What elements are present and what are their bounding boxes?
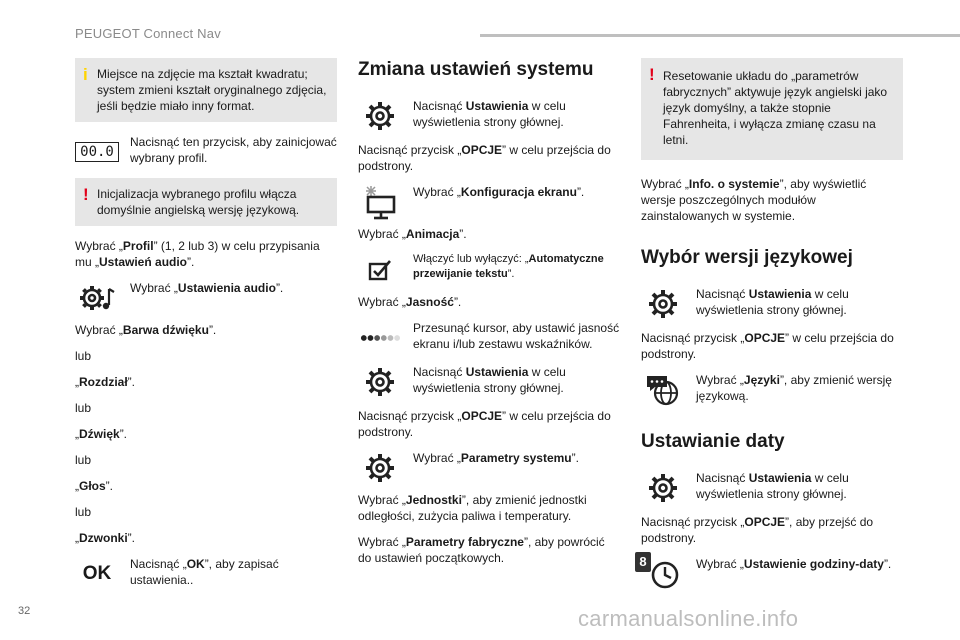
option-ringtones: „Dzwonki”.: [75, 531, 136, 545]
column-1: [75, 58, 337, 600]
section-heading-date: Ustawianie daty: [641, 431, 785, 452]
warning-icon: !: [649, 65, 655, 84]
options-text-2: Nacisnąć przycisk „OPCJE” w celu przejścia do podstrony.: [358, 409, 611, 439]
audio-settings-step: Wybrać „Ustawienia audio”.: [75, 280, 337, 310]
options-text-3: Nacisnąć przycisk „OPCJE” w celu przejścia do podstrony.: [641, 331, 894, 361]
select-profile-text: Wybrać „Profil” (1, 2 lub 3) w celu przypisania mu „Ustawień audio”.: [75, 239, 320, 269]
reset-profile-step: 00.0 Nacisnąć ten przycisk, aby zainicjować wybrany profil.: [75, 134, 337, 166]
or-text: lub: [75, 349, 92, 363]
page-header: [0, 0, 960, 48]
info-note-photo: [75, 58, 337, 122]
section-heading-language: Wybór wersji językowej: [641, 247, 853, 268]
audio-settings-icon: [77, 280, 117, 316]
brightness-text: Wybrać „Jasność”.: [358, 295, 462, 309]
or-text: lub: [75, 453, 92, 467]
screen-brightness-icon: [360, 184, 400, 220]
or-text: lub: [75, 505, 92, 519]
settings-step-4: Nacisnąć Ustawienia w celu wyświetlenia strony głównej.: [641, 470, 903, 502]
info-note-text: Miejsce na zdjęcie ma kształt kwadratu; system zmieni kształt oryginalnego zdjęcia, jeśli będzie miało inny format.: [97, 67, 327, 113]
units-text: Wybrać „Jednostki”, aby zmienić jednostki odległości, zużycia paliwa i temperatury.: [358, 493, 587, 523]
option-tone: Wybrać „Barwa dźwięku”.: [75, 323, 217, 337]
settings-gear-icon: [360, 98, 400, 134]
options-text-1: Nacisnąć przycisk „OPCJE” w celu przejścia do podstrony.: [358, 143, 611, 173]
languages-icon: [643, 372, 683, 408]
slider-step: Przesunąć kursor, aby ustawić jasność ekranu i/lub zestawu wskaźników.: [358, 320, 620, 352]
clock-icon: [639, 554, 683, 592]
options-text-4: Nacisnąć przycisk „OPCJE”, aby przejść do podstrony.: [641, 515, 874, 545]
settings-step-3: Nacisnąć Ustawienia w celu wyświetlenia strony głównej.: [641, 286, 903, 318]
settings-gear-icon: [360, 364, 400, 400]
autoscroll-step: Włączyć lub wyłączyć: „Automatyczne przewijanie tekstu”.: [358, 252, 620, 282]
section-tab-number: 8: [635, 552, 651, 572]
column-3: [641, 58, 903, 598]
system-gear-icon: [360, 450, 400, 486]
ok-step: OK Nacisnąć „OK”, aby zapisać ustawienia..: [75, 556, 337, 588]
screen-config-step: Wybrać „Konfiguracja ekranu”.: [358, 184, 620, 214]
header-title: PEUGEOT Connect Nav: [75, 26, 221, 41]
watermark: carmanualsonline.info: [578, 606, 799, 631]
header-rule: [480, 34, 960, 37]
time-date-step: 8 Wybrać „Ustawienie godziny-daty”.: [641, 556, 903, 586]
column-2: [358, 58, 620, 576]
settings-gear-icon: [643, 470, 683, 506]
settings-step-1: Nacisnąć Ustawienia w celu wyświetlenia strony głównej.: [358, 98, 620, 130]
warning-icon: !: [83, 185, 89, 204]
page-number: 32: [18, 605, 31, 617]
option-sound: „Dźwięk”.: [75, 427, 128, 441]
ok-button-icon: OK: [82, 563, 112, 584]
animation-text: Wybrać „Animacja”.: [358, 227, 467, 241]
warning-note-profile: ! Inicjalizacja wybranego profilu włącza domyślnie angielską wersję językową.: [75, 178, 337, 226]
factory-text: Wybrać „Parametry fabryczne”, aby powrócić do ustawień początkowych.: [358, 535, 605, 565]
option-voice: „Głos”.: [75, 479, 114, 493]
section-heading-system: Zmiana ustawień systemu: [358, 59, 594, 80]
option-balance: „Rozdział”.: [75, 375, 136, 389]
settings-step-2: Nacisnąć Ustawienia w celu wyświetlenia strony głównej.: [358, 364, 620, 396]
reset-button-icon: 00.0: [77, 134, 117, 170]
or-text: lub: [75, 401, 92, 415]
info-icon: i: [83, 65, 88, 84]
checkbox-icon: [360, 252, 400, 288]
settings-gear-icon: [643, 286, 683, 322]
system-params-step: Wybrać „Parametry systemu”.: [358, 450, 620, 480]
warning-note-reset: ! Resetowanie układu do „parametrów fabrycznych” aktywuje język angielski jako język domyślny, a także stopnie Fahrenheita, i wyłącza zmianę czasu na letni.: [641, 58, 903, 160]
slider-dots-icon: [360, 320, 400, 356]
system-info-text: Wybrać „Info. o systemie”, aby wyświetlić wersje poszczególnych modułów zainstalowanych w systemie.: [641, 177, 867, 223]
languages-step: Wybrać „Języki”, aby zmienić wersję językową.: [641, 372, 903, 404]
